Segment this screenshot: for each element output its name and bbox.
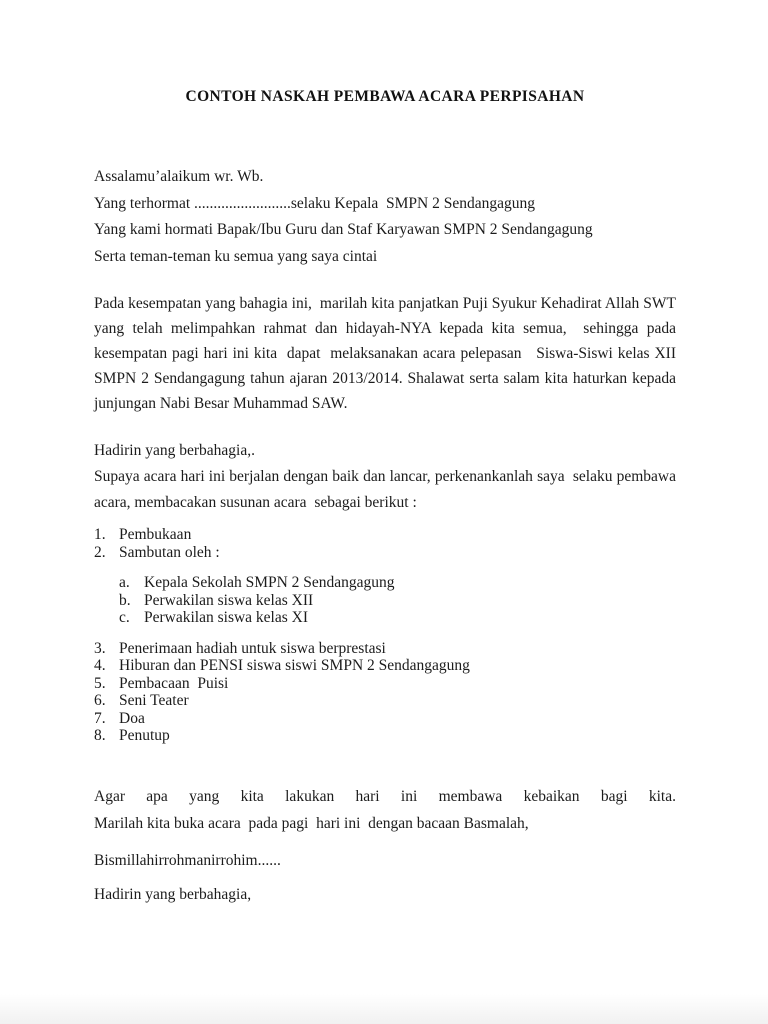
agenda-item-marker: 1. xyxy=(94,526,106,543)
agenda-subitem xyxy=(119,609,676,627)
salutation-line-4: Serta teman-teman ku semua yang saya cintai xyxy=(94,247,378,265)
closing-block xyxy=(94,783,676,837)
closing-line-justified: Agar apa yang kita lakukan hari ini membawa kebaikan bagi kita. xyxy=(94,787,676,805)
agenda-item xyxy=(94,640,676,658)
hadirin-line-2: Hadirin yang berbahagia, xyxy=(94,885,252,903)
agenda-item-marker: 3. xyxy=(94,639,106,657)
page-bottom-edge xyxy=(0,994,768,1024)
agenda-item xyxy=(94,657,676,675)
salutation-line-2: Yang terhormat .........................selaku Kepala SMPN 2 Sendangagung xyxy=(94,194,535,212)
agenda-subitem-marker: c. xyxy=(119,609,130,626)
agenda-item-marker: 8. xyxy=(94,727,106,744)
agenda-list-bottom xyxy=(94,640,676,745)
salutation-line-1: Assalamu’alaikum wr. Wb. xyxy=(94,168,264,185)
closing-line-2: Marilah kita buka acara pada pagi hari ini dengan bacaan Basmalah, xyxy=(94,814,529,832)
agenda-sublist xyxy=(119,574,676,627)
agenda-item xyxy=(94,727,676,745)
agenda-item-marker: 2. xyxy=(94,543,106,561)
agenda-item xyxy=(94,675,676,693)
agenda-subitem-label: Perwakilan siswa kelas XII xyxy=(144,591,314,609)
agenda-item xyxy=(94,692,676,710)
hadirin-line-1: Hadirin yang berbahagia,. xyxy=(94,442,255,459)
agenda-item-label: Penerimaan hadiah untuk siswa berprestasi xyxy=(119,639,386,657)
agenda-item-marker: 6. xyxy=(94,692,106,709)
agenda-item-label: Pembacaan Puisi xyxy=(119,674,229,692)
agenda-item-label: Pembukaan xyxy=(119,526,192,543)
agenda-item-marker: 7. xyxy=(94,709,106,727)
agenda-list-top xyxy=(94,526,676,561)
agenda-subitem-label: Kepala Sekolah SMPN 2 Sendangagung xyxy=(144,574,395,591)
opening-paragraph: Pada kesempatan yang bahagia ini, marilah kita panjatkan Puji Syukur Kehadirat Allah SWT yang telah melimpahkan rahmat dan hidayah-NYA kepada kita semua, sehingga pada kesempatan pagi hari ini kita dapat melaksanakan acara pelepasan Siswa-Siswi kelas XII SMPN 2 Sendangagung tahun ajaran 2013/2014. Shalawat serta salam kita haturkan kepada junjungan Nabi Besar Muhammad SAW. xyxy=(94,295,680,412)
agenda-item-label: Hiburan dan PENSI siswa siswi SMPN 2 Sendangagung xyxy=(119,657,470,674)
document-title: CONTOH NASKAH PEMBAWA ACARA PERPISAHAN xyxy=(185,88,585,105)
agenda-item-label: Penutup xyxy=(119,727,170,744)
agenda-subitem-marker: a. xyxy=(119,574,130,591)
agenda-item-marker: 4. xyxy=(94,657,106,674)
agenda-item-label: Doa xyxy=(119,709,145,727)
agenda-item xyxy=(94,710,676,728)
agenda-item-marker: 5. xyxy=(94,674,106,692)
agenda-item xyxy=(94,544,676,562)
basmalah-line: Bismillahirrohmanirrohim...... xyxy=(94,851,281,869)
salutation-line-3: Yang kami hormati Bapak/Ibu Guru dan Staf Karyawan SMPN 2 Sendangagung xyxy=(94,221,593,238)
agenda-item-label: Sambutan oleh : xyxy=(119,543,220,561)
salutation-block xyxy=(94,164,676,270)
agenda-item-label: Seni Teater xyxy=(119,692,189,709)
agenda-subitem-marker: b. xyxy=(119,591,131,609)
agenda-item xyxy=(94,526,676,544)
agenda-subitem xyxy=(119,592,676,610)
agenda-subitem-label: Perwakilan siswa kelas XI xyxy=(144,609,308,626)
agenda-subitem xyxy=(119,574,676,592)
agenda-intro: Supaya acara hari ini berjalan dengan baik dan lancar, perkenankanlah saya selaku pembawa acara, membacakan susunan acara sebagai berikut : xyxy=(94,468,680,511)
